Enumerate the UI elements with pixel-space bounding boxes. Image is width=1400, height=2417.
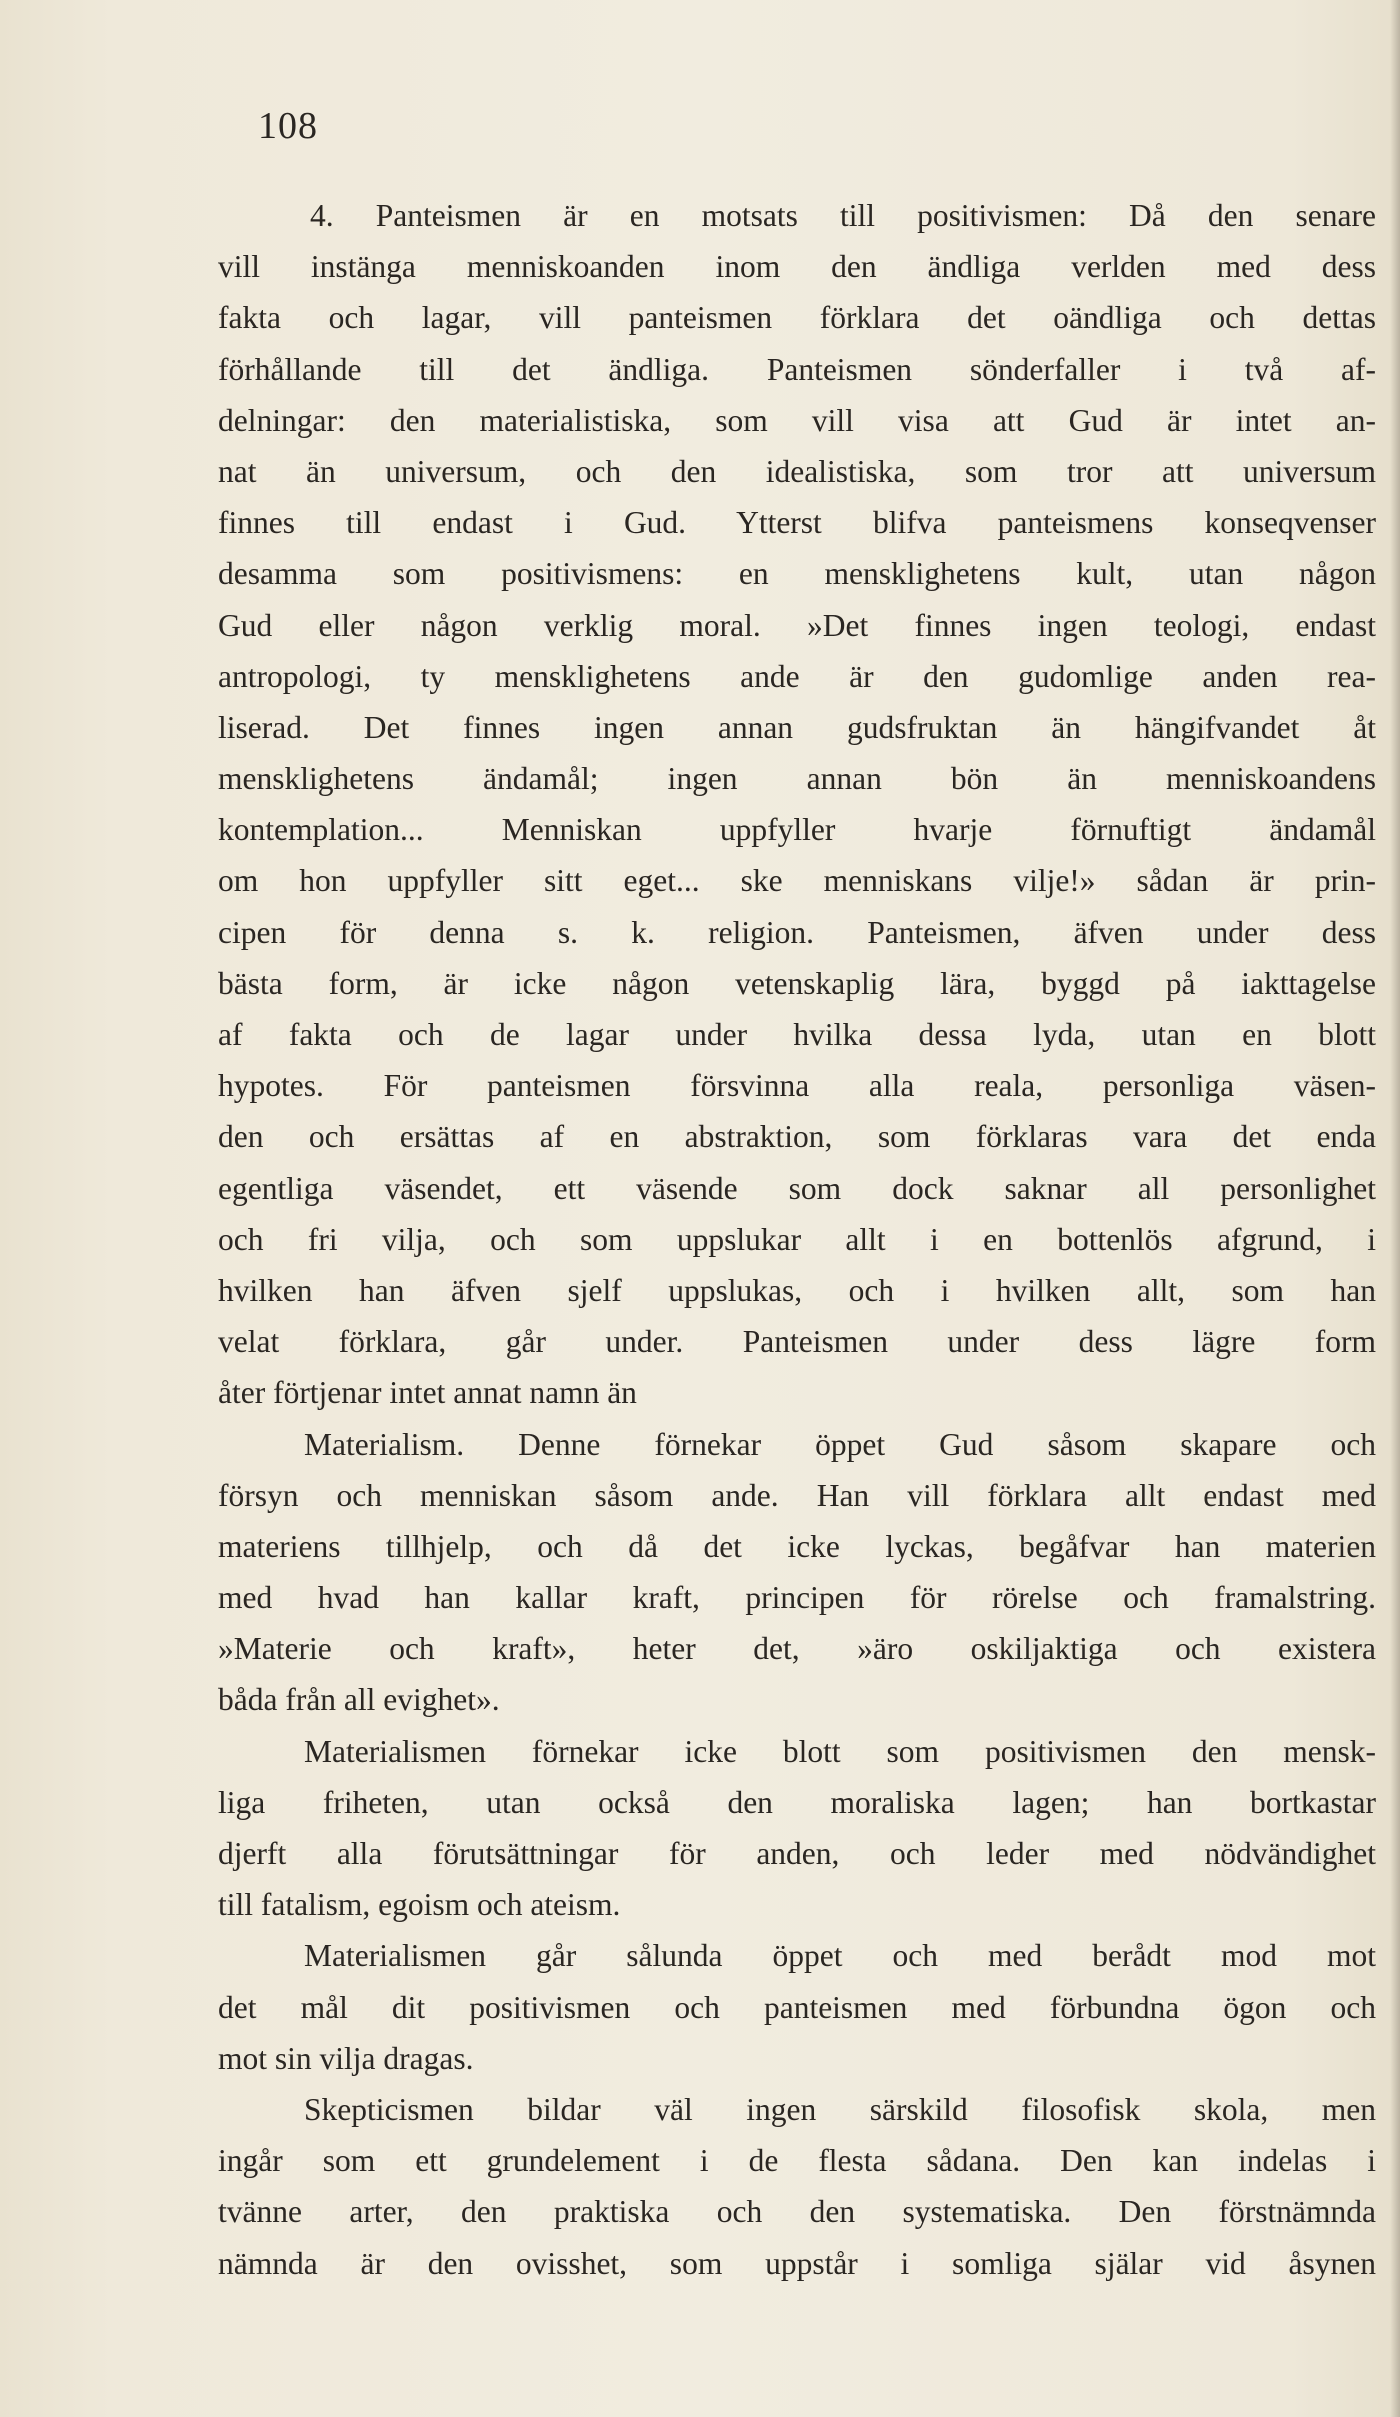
text-line: förhållande till det ändliga. Panteismen sönderfaller i två af-	[218, 351, 1376, 387]
text-line: liga friheten, utan också den moraliska lagen; han bortkastar	[218, 1784, 1376, 1820]
text-line: egentliga väsendet, ett väsende som dock saknar all personlighet	[218, 1170, 1376, 1206]
text-line: tvänne arter, den praktiska och den systematiska. Den förstnämnda	[218, 2194, 1376, 2230]
text-line: hvilken han äfven sjelf uppslukas, och i hvilken allt, som han	[218, 1272, 1376, 1308]
text-line: liserad. Det finnes ingen annan gudsfruktan än hängifvandet åt	[218, 709, 1376, 745]
text-line: försyn och menniskan såsom ande. Han vill förklara allt endast med	[218, 1477, 1376, 1513]
text-line: Skepticismen bildar väl ingen särskild filosofisk skola, men	[304, 2091, 1376, 2127]
text-line: Materialismen förnekar icke blott som positivismen den mensk-	[304, 1733, 1376, 1769]
text-line: och fri vilja, och som uppslukar allt i en bottenlös afgrund, i	[218, 1221, 1376, 1257]
page-edge-shadow	[1390, 0, 1400, 2417]
text-line: desamma som positivismens: en mensklighetens kult, utan någon	[218, 556, 1376, 592]
text-line: den och ersättas af en abstraktion, som förklaras vara det enda	[218, 1119, 1376, 1155]
text-line: ingår som ett grundelement i de flesta sådana. Den kan indelas i	[218, 2143, 1376, 2179]
text-line: Materialism. Denne förnekar öppet Gud såsom skapare och	[304, 1426, 1376, 1462]
text-line: 4. Panteismen är en motsats till positivismen: Då den senare	[310, 198, 1376, 233]
text-line: vill instänga menniskoanden inom den ändliga verlden med dess	[218, 249, 1376, 285]
text-line: djerft alla förutsättningar för anden, och leder med nödvändighet	[218, 1836, 1376, 1871]
text-line: cipen för denna s. k. religion. Panteismen, äfven under dess	[218, 914, 1376, 950]
text-line: antropologi, ty mensklighetens ande är den gudomlige anden rea-	[218, 658, 1376, 694]
text-line: materiens tillhjelp, och då det icke lyckas, begåfvar han materien	[218, 1528, 1376, 1564]
page-number: 108	[258, 105, 318, 147]
text-line: åter förtjenar intet annat namn än	[218, 1375, 637, 1411]
text-line: delningar: den materialistiska, som vill visa att Gud är intet an-	[218, 402, 1376, 438]
text-line: bästa form, är icke någon vetenskaplig lära, byggd på iakttagelse	[218, 965, 1376, 1001]
text-line: till fatalism, egoism och ateism.	[218, 1887, 621, 1923]
text-line: finnes till endast i Gud. Ytterst blifva panteismens konseqvenser	[218, 505, 1376, 541]
text-line: hypotes. För panteismen försvinna alla reala, personliga väsen-	[218, 1068, 1376, 1104]
text-line: nat än universum, och den idealistiska, som tror att universum	[218, 453, 1376, 489]
body-text	[218, 190, 1376, 2289]
text-line: båda från all evighet».	[218, 1682, 500, 1718]
text-line: med hvad han kallar kraft, principen för rörelse och framalstring.	[218, 1580, 1376, 1616]
text-line: Materialismen går sålunda öppet och med berådt mod mot	[304, 1938, 1376, 1974]
text-line: mensklighetens ändamål; ingen annan bön än menniskoandens	[218, 761, 1376, 797]
text-line: kontemplation... Menniskan uppfyller hvarje förnuftigt ändamål	[218, 812, 1376, 848]
text-line: mot sin vilja dragas.	[218, 2040, 474, 2076]
text-line: nämnda är den ovisshet, som uppstår i somliga själar vid åsynen	[218, 2245, 1376, 2281]
text-line: det mål dit positivismen och panteismen med förbundna ögon och	[218, 1989, 1376, 2025]
text-line: »Materie och kraft», heter det, »äro oskiljaktiga och existera	[218, 1631, 1376, 1667]
text-line: fakta och lagar, vill panteismen förklara det oändliga och dettas	[218, 300, 1376, 336]
text-line: om hon uppfyller sitt eget... ske menniskans vilje!» sådan är prin-	[218, 863, 1376, 899]
text-line: af fakta och de lagar under hvilka dessa lyda, utan en blott	[218, 1017, 1376, 1052]
text-line: Gud eller någon verklig moral. »Det finnes ingen teologi, endast	[218, 607, 1376, 643]
text-line: velat förklara, går under. Panteismen under dess lägre form	[218, 1324, 1376, 1360]
